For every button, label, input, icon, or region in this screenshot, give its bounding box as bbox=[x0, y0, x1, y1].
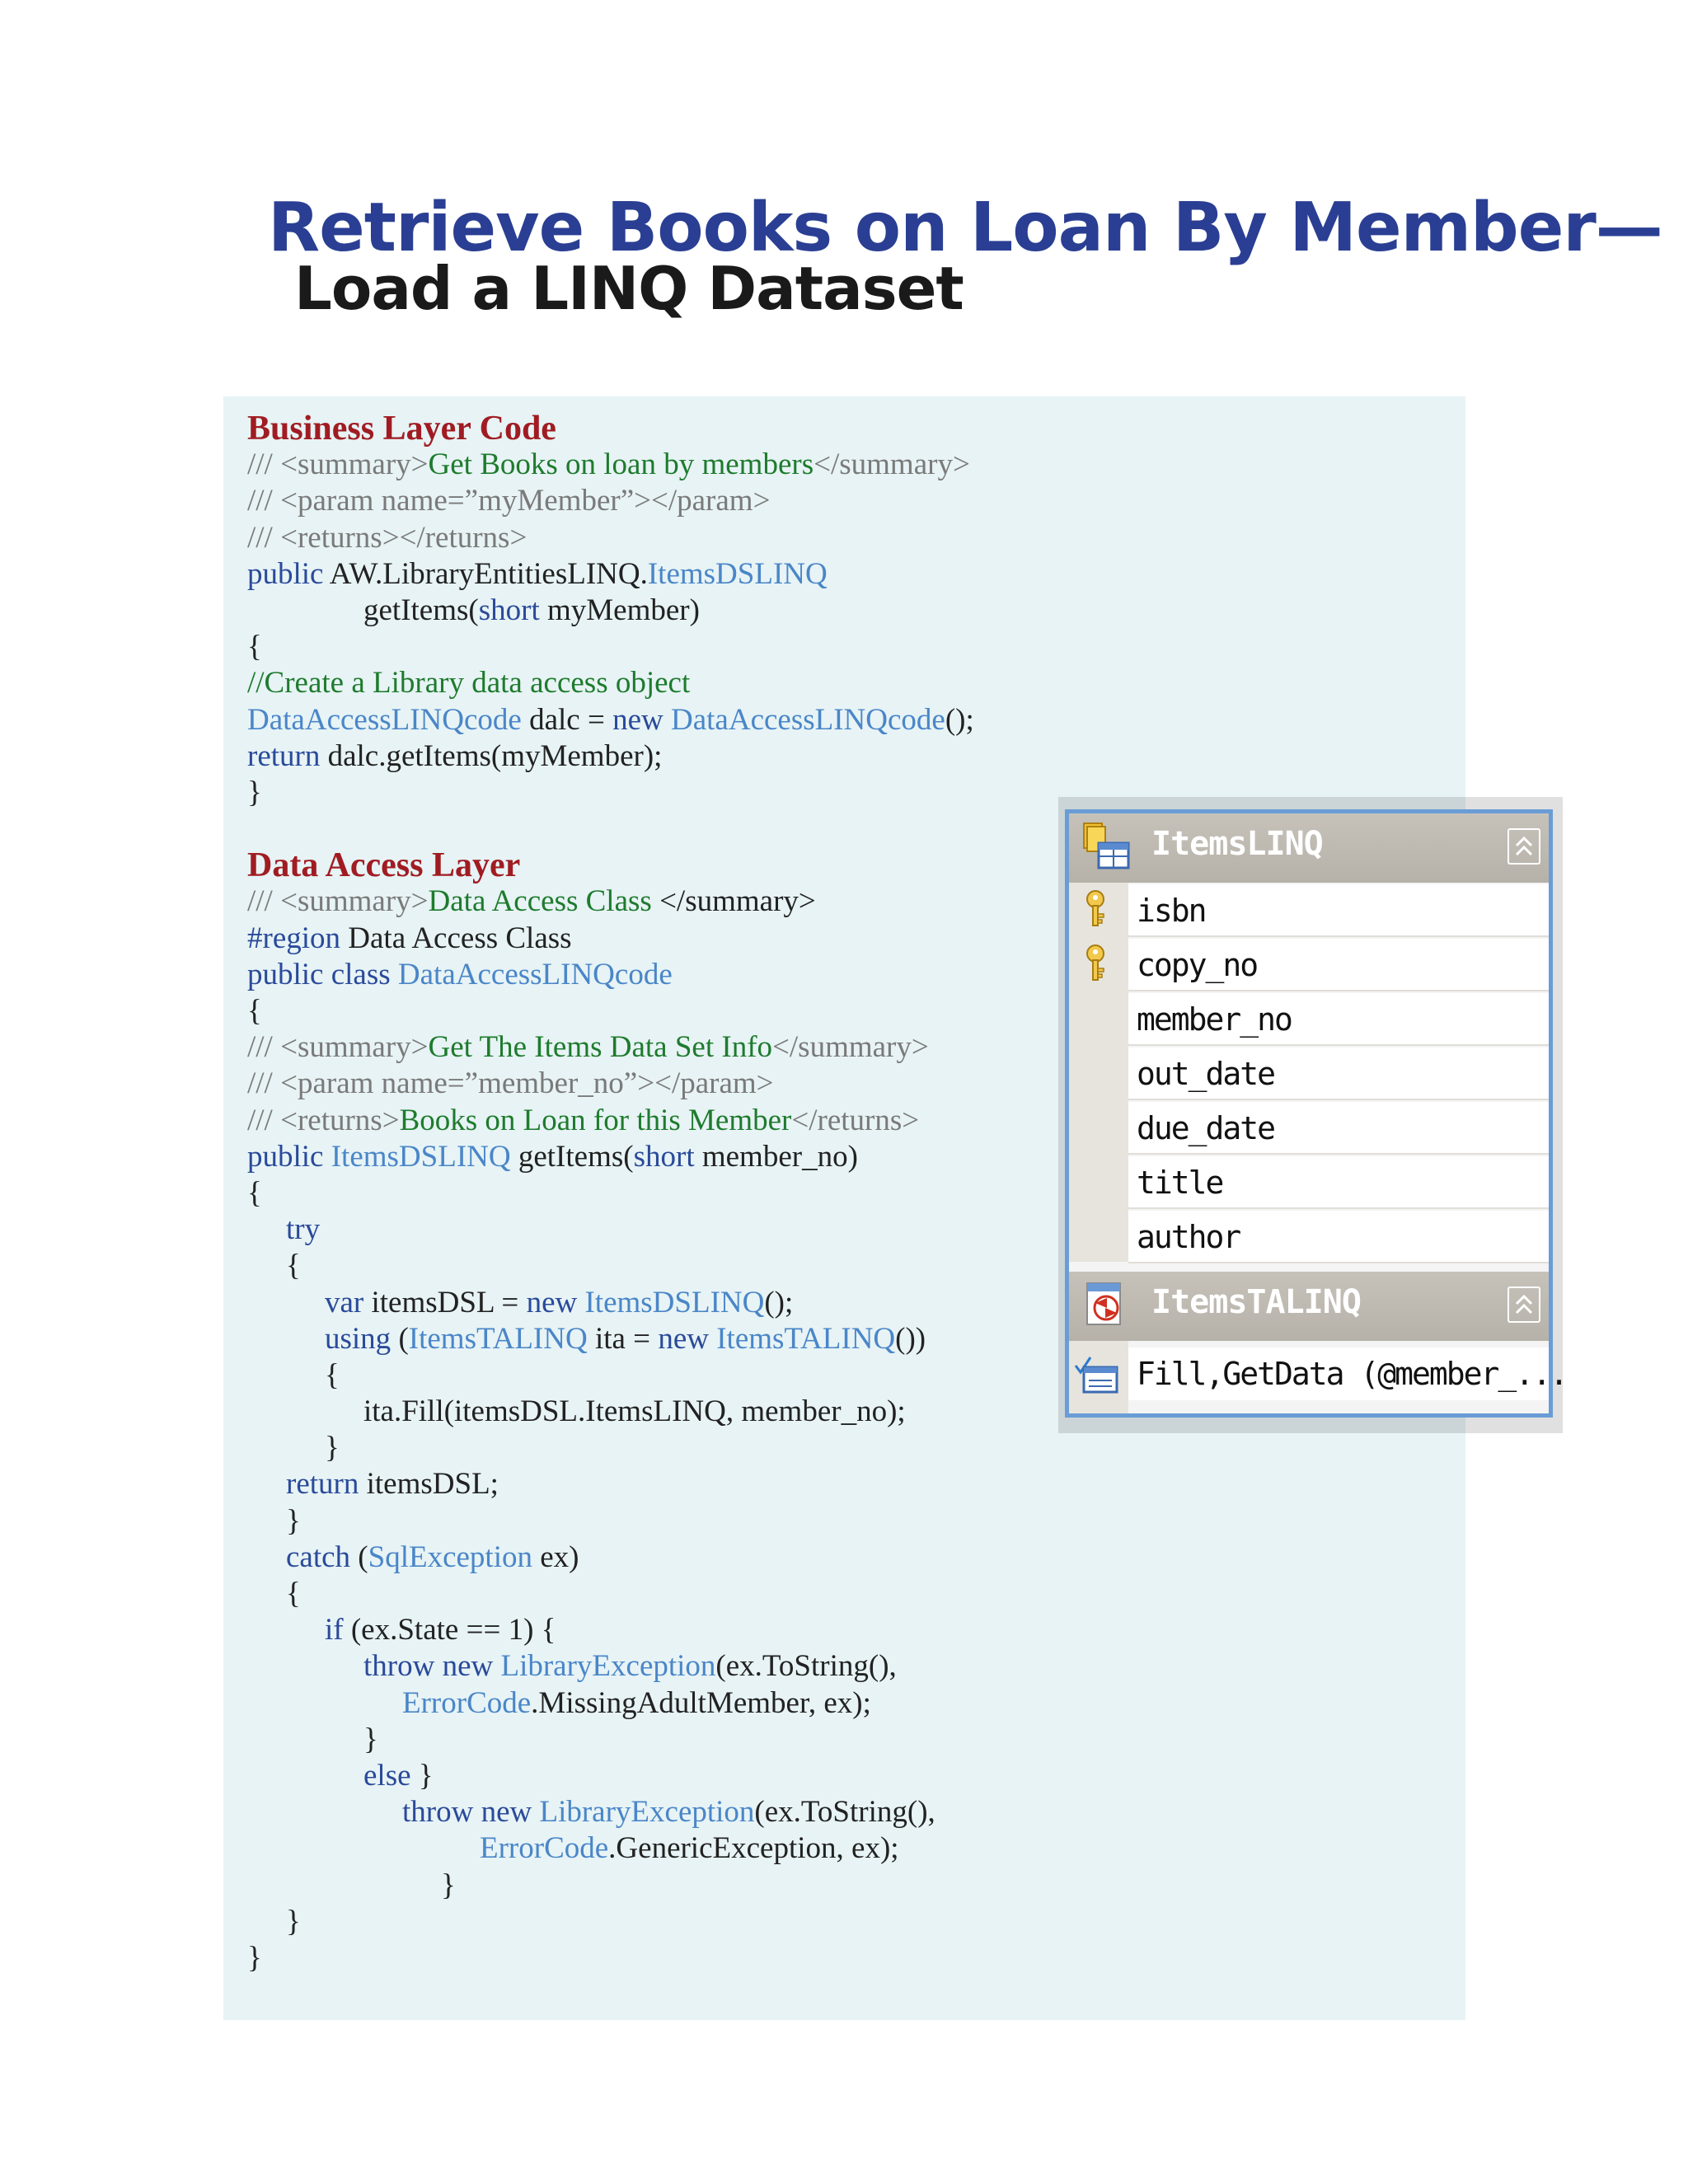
code-token: (ex.ToString(), bbox=[754, 1795, 935, 1830]
code-token: new bbox=[612, 702, 671, 737]
code-token: ItemsDSLINQ bbox=[647, 556, 828, 591]
code-line bbox=[247, 1830, 1401, 1867]
code-token: return bbox=[247, 738, 328, 773]
code-line bbox=[247, 665, 1401, 701]
code-token: short bbox=[633, 1139, 695, 1174]
page-subtitle: Load a LINQ Dataset bbox=[294, 254, 964, 323]
code-token: /// <summary> bbox=[247, 884, 429, 919]
code-token: public bbox=[247, 1139, 331, 1174]
code-token: } bbox=[286, 1503, 301, 1538]
code-token: DataAccessLINQcode bbox=[671, 702, 945, 737]
code-token: ita = bbox=[587, 1321, 659, 1356]
code-line bbox=[247, 1722, 1401, 1758]
code-line bbox=[247, 1794, 1401, 1830]
code-token: ErrorCode bbox=[480, 1831, 609, 1866]
code-token: ( bbox=[358, 1540, 368, 1574]
code-token: Data Access Class bbox=[348, 921, 572, 955]
code-token: { bbox=[247, 630, 262, 664]
code-line bbox=[247, 447, 1401, 483]
code-line bbox=[247, 1648, 1401, 1685]
code-token: ItemsDSLINQ bbox=[584, 1285, 765, 1319]
column-row-out-date[interactable] bbox=[1128, 1047, 1549, 1100]
datatable-name: ItemsLINQ bbox=[1151, 825, 1323, 863]
code-token: } bbox=[286, 1904, 301, 1938]
code-token: { bbox=[247, 994, 262, 1028]
code-token: ItemsDSLINQ bbox=[331, 1139, 511, 1174]
code-line bbox=[247, 1612, 1401, 1648]
code-line bbox=[247, 483, 1401, 519]
code-token: throw new bbox=[402, 1795, 540, 1830]
page-title: Retrieve Books on Loan By Member— bbox=[268, 189, 1662, 267]
column-name: out_date bbox=[1137, 1056, 1275, 1092]
column-name: isbn bbox=[1137, 893, 1206, 929]
code-token: var bbox=[325, 1285, 372, 1319]
code-line bbox=[247, 1540, 1401, 1576]
code-token: { bbox=[286, 1577, 301, 1610]
code-line bbox=[247, 1576, 1401, 1612]
code-token: /// <summary> bbox=[247, 1030, 429, 1065]
column-gutter bbox=[1069, 883, 1128, 1262]
code-token: ItemsTALINQ bbox=[408, 1321, 588, 1356]
code-token: dalc.getItems(myMember); bbox=[327, 738, 663, 773]
column-name: copy_no bbox=[1137, 947, 1258, 983]
code-token: public class bbox=[247, 957, 398, 991]
code-token: .GenericException, ex); bbox=[608, 1831, 899, 1866]
query-icon bbox=[1074, 1354, 1122, 1397]
code-line bbox=[247, 556, 1401, 593]
code-token: else bbox=[363, 1758, 419, 1793]
code-token: .MissingAdultMember, ex); bbox=[531, 1685, 871, 1720]
code-token: /// <param name=”member_no”></param> bbox=[247, 1066, 774, 1101]
code-line bbox=[247, 629, 1401, 665]
code-token: (); bbox=[764, 1285, 794, 1319]
code-token: new bbox=[526, 1285, 585, 1319]
code-token: } bbox=[418, 1758, 434, 1793]
code-token: </summary> bbox=[659, 884, 816, 919]
code-token: { bbox=[286, 1249, 301, 1283]
dataset-designer[interactable] bbox=[1065, 809, 1567, 1418]
primary-key-icon bbox=[1082, 889, 1112, 930]
code-line bbox=[247, 738, 1401, 775]
section-heading-text: Business Layer Code bbox=[247, 410, 556, 448]
code-token: if bbox=[325, 1613, 351, 1647]
code-line bbox=[247, 1868, 1401, 1904]
column-name: member_no bbox=[1137, 1001, 1292, 1038]
code-token: } bbox=[363, 1722, 378, 1756]
code-token: (); bbox=[945, 702, 974, 737]
code-token: Books on Loan for this Member bbox=[399, 1103, 792, 1137]
code-token: ErrorCode bbox=[402, 1685, 532, 1720]
query-text: Fill,GetData (@member_... bbox=[1137, 1356, 1567, 1392]
column-name: title bbox=[1137, 1165, 1223, 1201]
code-token: </summary> bbox=[772, 1030, 929, 1065]
code-token: DataAccessLINQcode bbox=[397, 957, 673, 991]
code-line bbox=[247, 1904, 1401, 1940]
datatable-icon bbox=[1081, 822, 1135, 874]
code-token: ()) bbox=[895, 1321, 926, 1356]
code-token: myMember) bbox=[539, 593, 700, 627]
code-token: } bbox=[325, 1431, 340, 1465]
column-row-author[interactable] bbox=[1128, 1211, 1549, 1263]
query-row[interactable] bbox=[1128, 1347, 1567, 1400]
code-token: dalc = bbox=[521, 702, 613, 737]
code-token: </returns> bbox=[791, 1103, 920, 1137]
code-token: /// <summary> bbox=[247, 448, 429, 482]
code-token: //Create a Library data access object bbox=[247, 666, 691, 701]
code-line bbox=[247, 1940, 1401, 1976]
tableadapter-icon bbox=[1081, 1280, 1135, 1333]
code-token: } bbox=[441, 1868, 456, 1902]
code-token: getItems( bbox=[510, 1139, 634, 1174]
code-line bbox=[247, 1758, 1401, 1794]
code-token: } bbox=[247, 1940, 262, 1975]
code-token: /// <returns></returns> bbox=[247, 520, 528, 555]
code-line bbox=[247, 593, 1401, 629]
code-line bbox=[247, 520, 1401, 556]
code-token: (ex.State == 1) { bbox=[350, 1613, 556, 1647]
collapse-up-icon[interactable] bbox=[1507, 1286, 1540, 1323]
section-heading bbox=[247, 410, 1401, 447]
code-token: public bbox=[247, 556, 330, 591]
datatable-header[interactable] bbox=[1069, 813, 1549, 883]
code-token: Data Access Class bbox=[428, 884, 660, 919]
code-token: /// <returns> bbox=[247, 1103, 400, 1137]
code-token: Get The Items Data Set Info bbox=[428, 1030, 773, 1065]
code-token: try bbox=[286, 1212, 321, 1247]
code-token: Get Books on loan by members bbox=[428, 448, 814, 482]
code-token: { bbox=[325, 1357, 340, 1392]
column-row-due-date[interactable] bbox=[1128, 1102, 1549, 1155]
code-token: AW.LibraryEntitiesLINQ. bbox=[329, 556, 648, 591]
code-token: #region bbox=[247, 921, 349, 955]
code-token: itemsDSL; bbox=[366, 1467, 499, 1502]
code-token: member_no) bbox=[694, 1139, 858, 1174]
code-token: ( bbox=[398, 1321, 409, 1356]
tableadapter-header[interactable] bbox=[1069, 1272, 1549, 1341]
code-token: (ex.ToString(), bbox=[715, 1649, 897, 1684]
column-name: due_date bbox=[1137, 1110, 1275, 1146]
code-token: DataAccessLINQcode bbox=[247, 702, 522, 737]
code-line bbox=[247, 1503, 1401, 1540]
code-line bbox=[247, 702, 1401, 738]
code-token: ex) bbox=[532, 1540, 579, 1574]
code-token: } bbox=[247, 775, 262, 809]
code-token: catch bbox=[286, 1540, 359, 1574]
code-token: /// <param name=”myMember”></param> bbox=[247, 484, 771, 518]
column-row-copy-no[interactable] bbox=[1128, 939, 1549, 991]
code-line bbox=[247, 1430, 1401, 1466]
primary-key-icon bbox=[1082, 944, 1112, 985]
column-row-title[interactable] bbox=[1128, 1156, 1549, 1209]
code-token: ita.Fill(itemsDSL.ItemsLINQ, member_no); bbox=[363, 1394, 906, 1429]
section-heading-text: Data Access Layer bbox=[247, 846, 521, 885]
code-token: throw new bbox=[363, 1649, 501, 1684]
code-token: { bbox=[247, 1175, 262, 1210]
column-row-isbn[interactable] bbox=[1128, 884, 1549, 937]
code-token: itemsDSL = bbox=[371, 1285, 527, 1319]
code-line bbox=[247, 1685, 1401, 1722]
code-token: return bbox=[286, 1467, 367, 1502]
code-token: SqlException bbox=[368, 1540, 532, 1574]
code-token: using bbox=[325, 1321, 399, 1356]
code-token: </summary> bbox=[814, 448, 970, 482]
code-token: new bbox=[658, 1321, 717, 1356]
code-token: LibraryException bbox=[539, 1795, 755, 1830]
code-token: getItems( bbox=[363, 593, 479, 627]
code-token: ItemsTALINQ bbox=[716, 1321, 896, 1356]
column-name: author bbox=[1137, 1219, 1240, 1255]
column-row-member-no[interactable] bbox=[1128, 993, 1549, 1046]
tableadapter-name: ItemsTALINQ bbox=[1151, 1283, 1361, 1321]
code-line bbox=[247, 1466, 1401, 1502]
code-token: short bbox=[478, 593, 540, 627]
collapse-up-icon[interactable] bbox=[1507, 828, 1540, 865]
code-token: LibraryException bbox=[500, 1649, 716, 1684]
